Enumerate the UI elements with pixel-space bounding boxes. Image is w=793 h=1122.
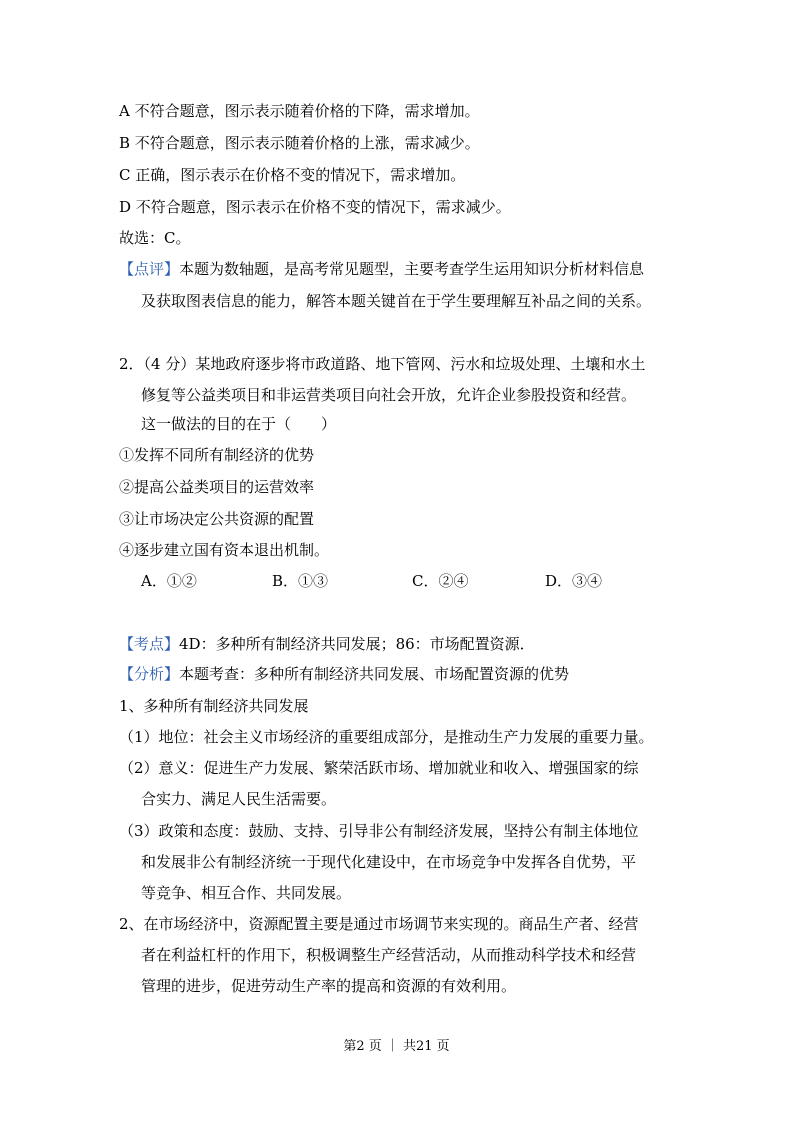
section-1-point-b-line2: 合实力、满足人民生活需要。: [141, 790, 337, 808]
statement-item-1: ①发挥不同所有制经济的优势: [119, 446, 315, 464]
question-stem-line2: 修复等公益类项目和非运营类项目向社会开放，允许企业参股投资和经营。: [141, 386, 637, 404]
section-1-point-b-line1: （2）意义：促进生产力发展、繁荣活跃市场、增加就业和收入、增强国家的综: [119, 759, 639, 777]
option-b: B．①③: [272, 572, 329, 590]
section-1-point-c-line1: （3）政策和态度：鼓励、支持、引导非公有制经济发展，坚持公有制主体地位: [119, 822, 639, 840]
section-1-point-a: （1）地位：社会主义市场经济的重要组成部分，是推动生产力发展的重要力量。: [119, 728, 654, 746]
section-2-line2: 者在利益杠杆的作用下，积极调整生产经营活动，从而推动科学技术和经营: [141, 946, 637, 964]
fenxi-line: [119, 664, 569, 684]
answer-line-d: D 不符合题意，图示表示在价格不变的情况下，需求减少。: [119, 198, 511, 216]
answer-line-b: B 不符合题意，图示表示随着价格的上涨，需求减少。: [119, 134, 480, 152]
answer-line-a: A 不符合题意，图示表示随着价格的下降，需求增加。: [119, 102, 480, 120]
fenxi-tag: 【分析】: [119, 665, 180, 683]
option-c: C．②④: [412, 572, 469, 590]
option-a: A．①②: [141, 572, 197, 590]
comment-line2: 及获取图表信息的能力，解答本题关键首在于学生要理解互补品之间的关系。: [141, 292, 652, 310]
fenxi-text: 本题考查：多种所有制经济共同发展、市场配置资源的优势: [179, 665, 570, 683]
statement-item-3: ③让市场决定公共资源的配置: [119, 510, 315, 528]
kaodian-text: 4D：多种所有制经济共同发展；86：市场配置资源．: [179, 635, 535, 653]
question-stem-line3: 这一做法的目的在于（ ）: [141, 415, 337, 433]
section-2-line1: 2、在市场经济中，资源配置主要是通过市场调节来实现的。商品生产者、经营: [119, 915, 639, 933]
kaodian-tag: 【考点】: [119, 635, 180, 653]
statement-item-2: ②提高公益类项目的运营效率: [119, 478, 315, 496]
comment-tag: 【点评】: [119, 260, 180, 278]
section-1-point-c-line2: 和发展非公有制经济统一于现代化建设中，在市场竞争中发挥各自优势，平: [141, 853, 637, 871]
answer-line-c: C 正确，图示表示在价格不变的情况下，需求增加。: [119, 166, 466, 184]
section-1-point-c-line3: 等竞争、相互合作、共同发展。: [141, 884, 352, 902]
option-d: D．③④: [545, 572, 603, 590]
question-stem-line1: 2．（4 分）某地政府逐步将市政道路、地下管网、污水和垃圾处理、土壤和水土: [119, 355, 646, 373]
statement-item-4: ④逐步建立国有资本退出机制。: [119, 541, 330, 559]
section-2-line3: 管理的进步，促进劳动生产率的提高和资源的有效利用。: [141, 977, 517, 995]
page-footer: 第2 页 ｜ 共21 页: [343, 1039, 450, 1054]
answer-choice: 故选：C。: [119, 229, 191, 247]
section-1-title: 1、多种所有制经济共同发展: [119, 697, 309, 715]
comment-paragraph: [119, 259, 644, 279]
kaodian-line: [119, 634, 535, 654]
comment-line1: 本题为数轴题，是高考常见题型，主要考查学生运用知识分析材料信息: [179, 260, 645, 278]
